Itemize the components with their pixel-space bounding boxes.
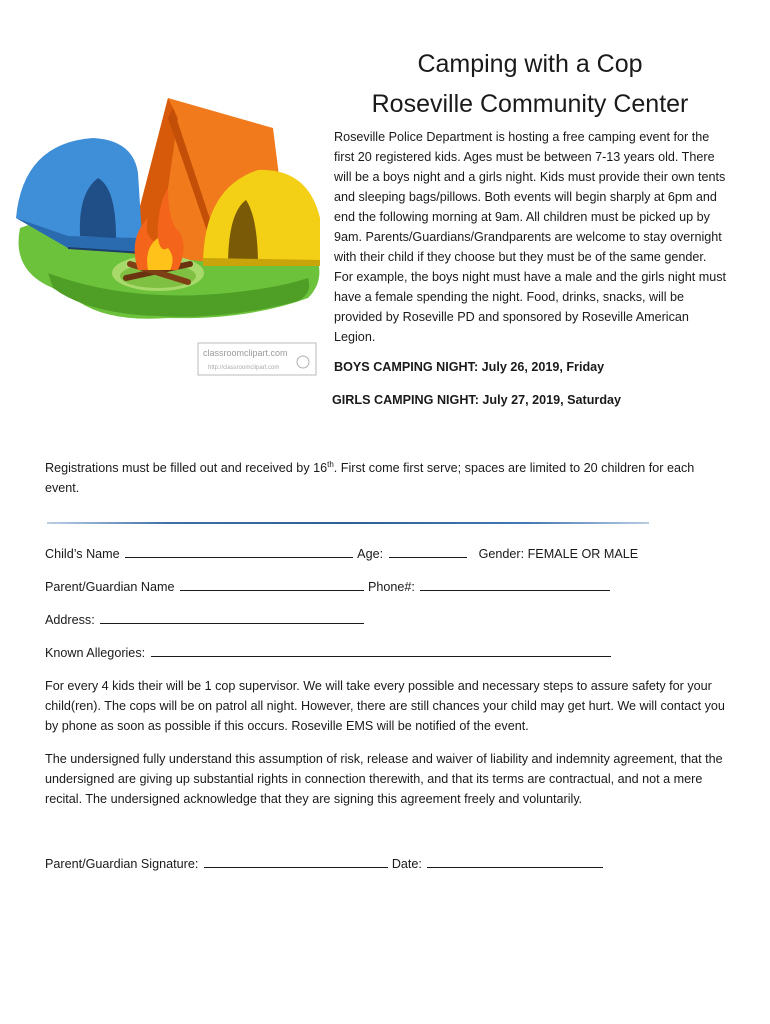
signature-row	[45, 855, 607, 871]
gender-label: Gender: FEMALE OR MALE	[478, 547, 639, 561]
date-field[interactable]	[427, 855, 603, 868]
phone-label: Phone#:	[368, 580, 415, 594]
age-label: Age:	[357, 547, 384, 561]
child-name-label: Child’s Name	[45, 547, 120, 561]
address-field[interactable]	[100, 611, 364, 624]
allergies-label: Known Allegories:	[45, 646, 146, 660]
section-divider	[47, 522, 649, 524]
watermark-url: http://classroomclipart.com	[208, 365, 280, 371]
page-title: Camping with a Cop	[417, 50, 643, 78]
address-row	[45, 611, 368, 627]
date-label: Date:	[391, 857, 422, 871]
supervision-paragraph: For every 4 kids their will be 1 cop supervisor. We will take every possible and necessary steps to assure safety for your child(ren). The cops will be on patrol all night. However, there are still chances your child may get hurt. We will contact you by phone as soon as possible if this occurs. Roseville EMS will be notified of the event.	[45, 679, 725, 733]
child-info-row	[45, 545, 638, 561]
registration-notice	[45, 458, 725, 498]
phone-field[interactable]	[420, 578, 610, 591]
allergies-field[interactable]	[151, 644, 611, 657]
signature-field[interactable]	[204, 855, 388, 868]
parent-info-row	[45, 578, 614, 594]
signature-label: Parent/Guardian Signature:	[45, 857, 199, 871]
age-field[interactable]	[389, 545, 467, 558]
girls-night-date: GIRLS CAMPING NIGHT: July 27, 2019, Saturday	[332, 393, 622, 407]
camping-clipart-icon	[8, 88, 328, 388]
waiver-paragraph: The undersigned fully understand this assumption of risk, release and waiver of liability and indemnity agreement, that the undersigned are giving up substantial rights in connection therewith, and that its terms are contractual, and not a mere recital. The undersigned acknowledge that they are signing this agreement freely and voluntarily.	[45, 752, 723, 806]
registration-text-end: . First come first serve; spaces are limited to 20 children for each event.	[45, 461, 695, 495]
child-name-field[interactable]	[125, 545, 353, 558]
registration-text-start: Registrations must be filled out and received by 16	[45, 461, 328, 475]
page-subtitle: Roseville Community Center	[371, 90, 689, 118]
registration-ordinal: th	[327, 459, 334, 469]
boys-night-date: BOYS CAMPING NIGHT: July 26, 2019, Friday	[334, 360, 605, 374]
parent-name-field[interactable]	[180, 578, 364, 591]
parent-name-label: Parent/Guardian Name	[45, 580, 175, 594]
watermark-text: classroomclipart.com	[203, 348, 288, 358]
allergies-row	[45, 644, 615, 660]
intro-paragraph: Roseville Police Department is hosting a free camping event for the first 20 registered kids. Ages must be between 7-13 years old. There will be a boys night and a girls night. Kids must provide their own tents and sleeping bags/pillows. Both events will begin sharply at 6pm and end the following morning at 9am. All children must be picked up by 9am. Parents/Guardians/Grandparents are welcome to stay overnight with their child if they choose but they must be of the same gender. For example, the boys night must have a male and the girls night must have a female spending the night. Food, drinks, snacks, will be provided by Roseville PD and sponsored by Roseville American Legion.	[334, 130, 727, 344]
address-label: Address:	[45, 613, 95, 627]
